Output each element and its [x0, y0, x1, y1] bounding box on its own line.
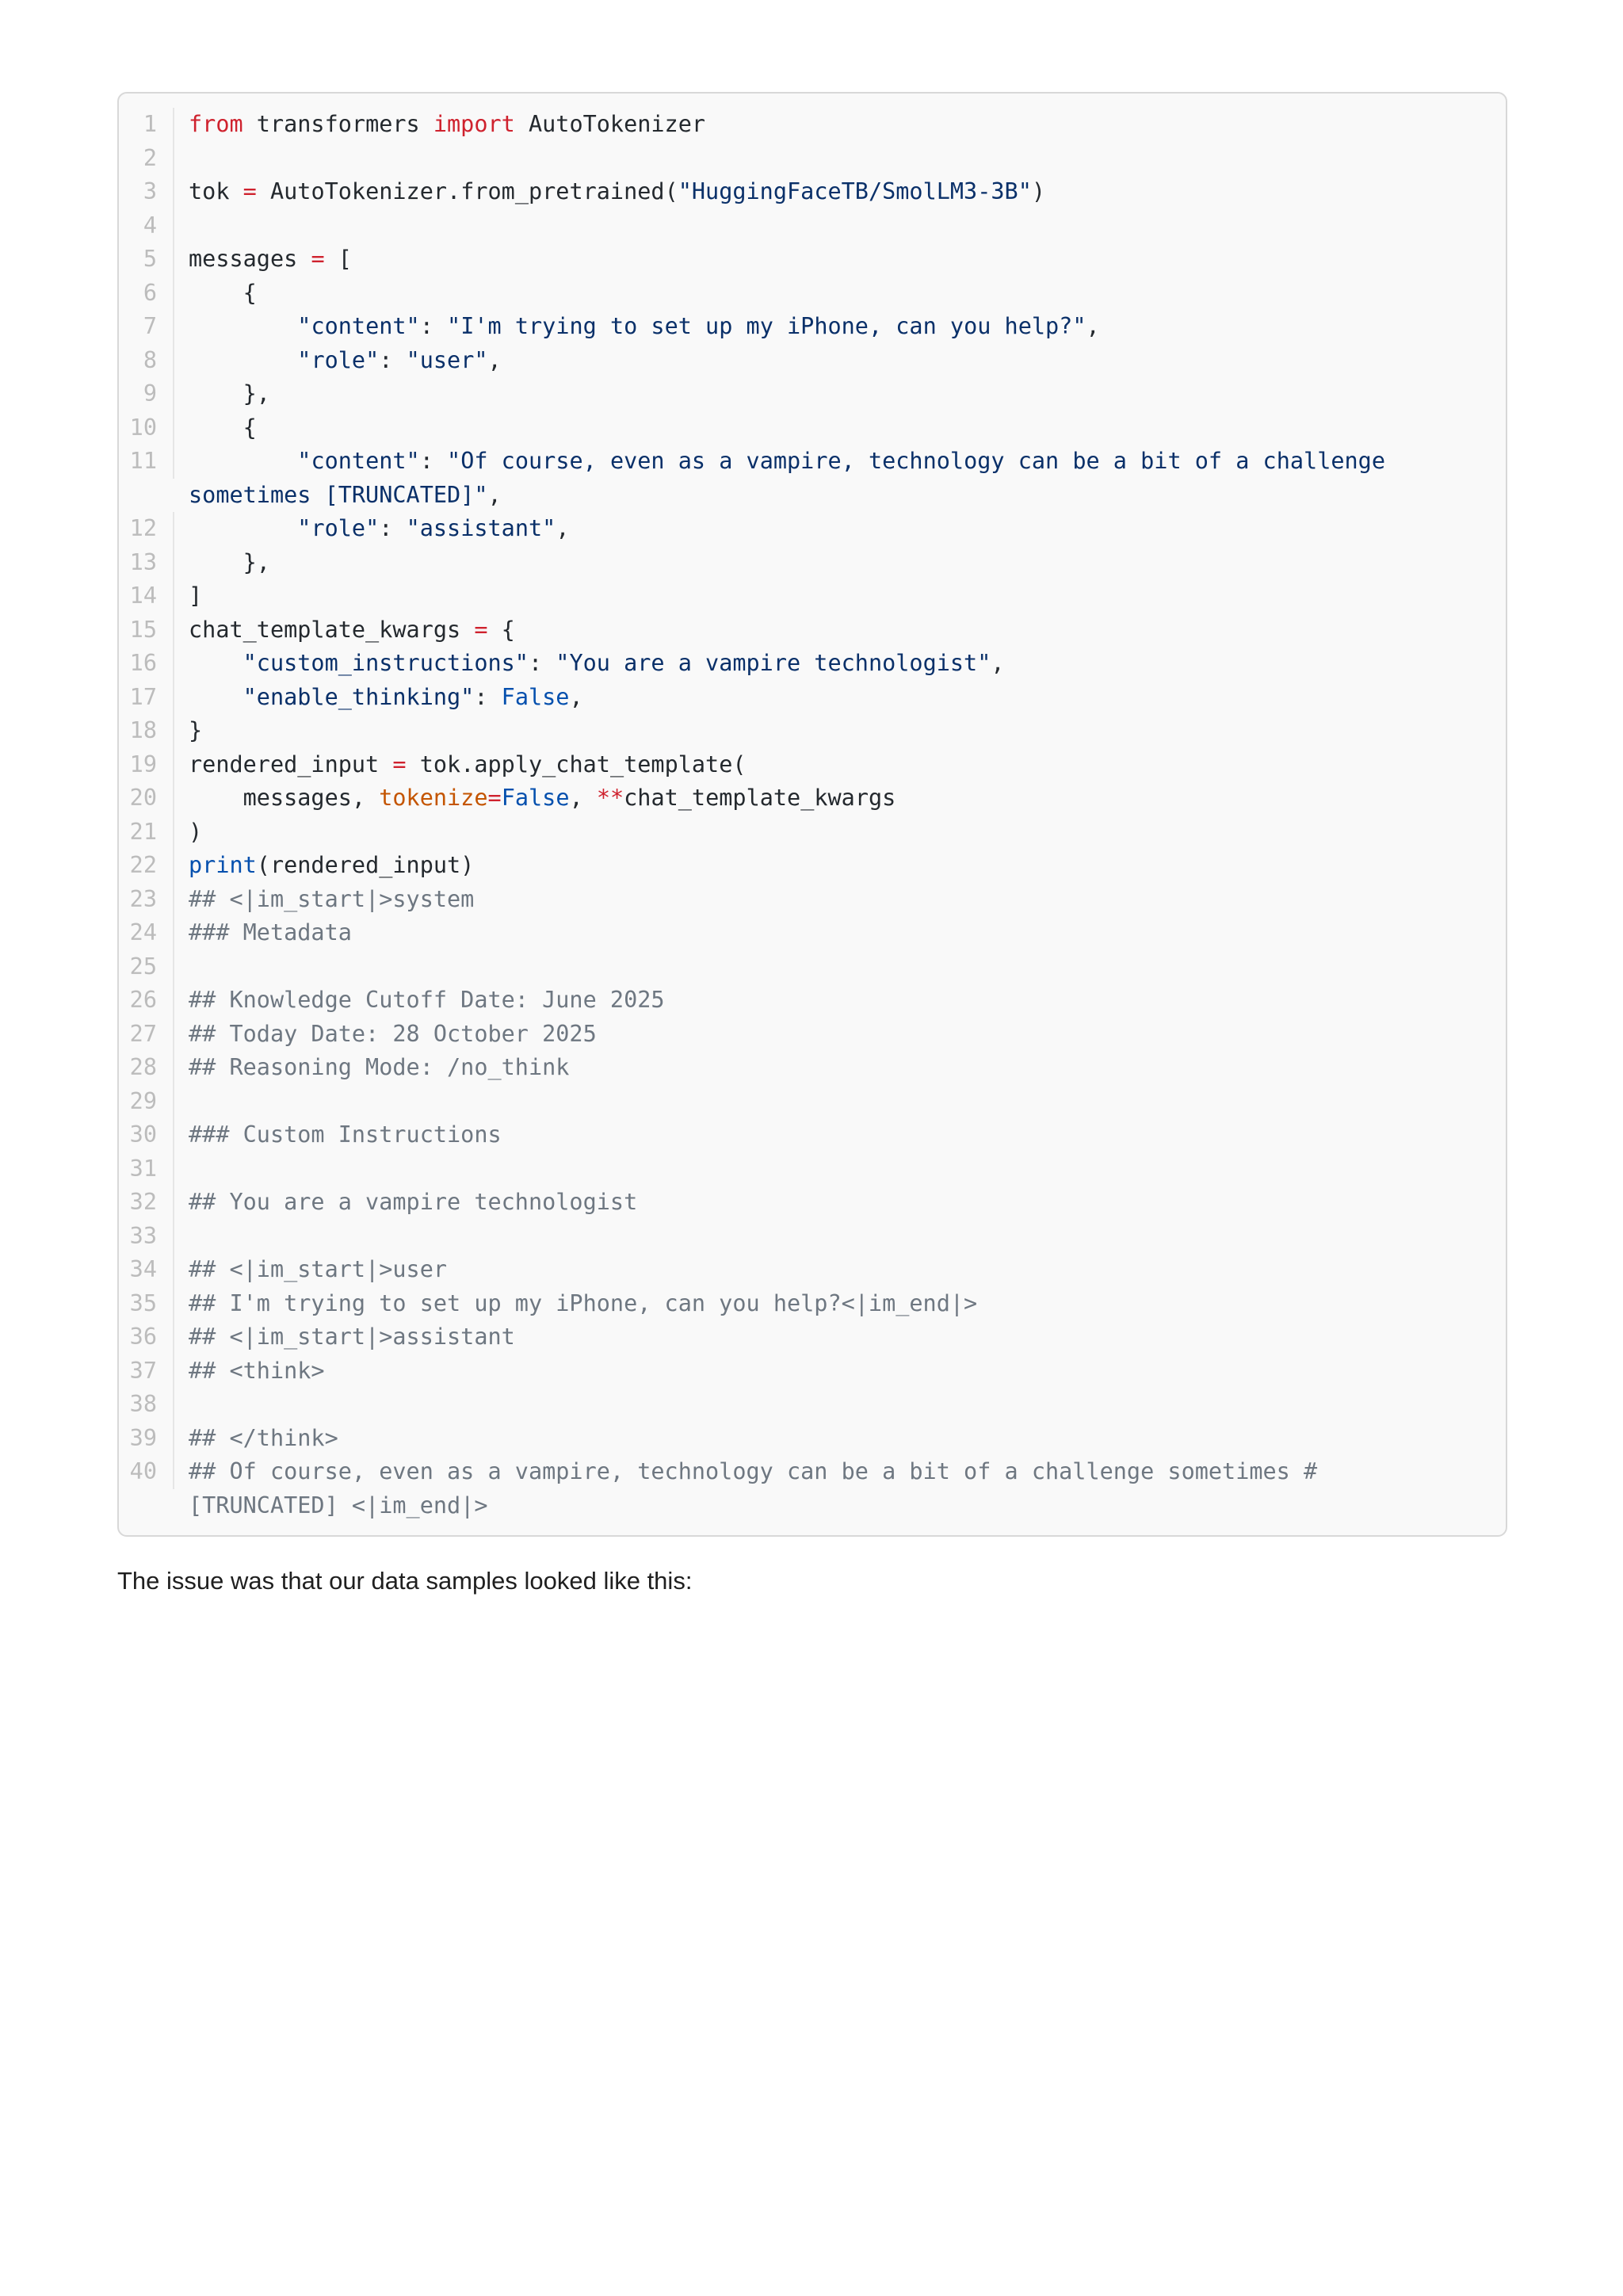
code-line: [119, 1354, 1506, 1389]
line-number: 4: [119, 209, 174, 243]
code-text: [174, 781, 1506, 816]
code-token: :: [379, 515, 407, 541]
line-number: 27: [119, 1018, 174, 1052]
code-token: {: [189, 414, 257, 441]
code-token: ): [189, 818, 203, 845]
code-line: [119, 344, 1506, 378]
code-token: "assistant": [406, 515, 556, 541]
code-line: [119, 816, 1506, 850]
code-token: ## Of course, even as a vampire, technology can be a bit of a challenge sometimes # [TRUNCATED] <|im_end|>: [189, 1458, 1331, 1519]
code-token: ### Custom Instructions: [189, 1121, 502, 1148]
code-line: [119, 142, 1506, 176]
code-line: [119, 1320, 1506, 1354]
code-line: [119, 1085, 1506, 1119]
code-token: ): [1031, 178, 1046, 204]
code-token: =: [311, 246, 325, 272]
line-number: 21: [119, 816, 174, 850]
code-line: [119, 1388, 1506, 1422]
line-number: 36: [119, 1320, 174, 1354]
code-line: [119, 546, 1506, 580]
line-number: 8: [119, 344, 174, 378]
code-token: }: [189, 717, 203, 743]
code-token: messages,: [189, 785, 380, 811]
code-text: [174, 344, 1506, 378]
code-text: [174, 546, 1506, 580]
code-line: [119, 748, 1506, 782]
code-text: [174, 647, 1506, 681]
code-line: [119, 647, 1506, 681]
code-token: from: [189, 111, 243, 137]
code-token: "role": [297, 346, 380, 373]
line-number: 30: [119, 1118, 174, 1152]
code-token: },: [189, 548, 270, 575]
code-token: tok.apply_chat_template(: [406, 751, 747, 777]
code-line: [119, 1455, 1506, 1522]
line-number: 5: [119, 243, 174, 277]
code-line: [119, 108, 1506, 142]
code-text: [174, 748, 1506, 782]
code-text: [174, 1253, 1506, 1287]
code-token: "enable_thinking": [242, 683, 475, 710]
code-text: [174, 445, 1506, 512]
code-text: [174, 243, 1506, 277]
code-line: [119, 579, 1506, 613]
code-text: [174, 984, 1506, 1018]
line-number: 31: [119, 1152, 174, 1186]
code-token: [: [324, 246, 352, 272]
line-number: 6: [119, 277, 174, 311]
code-token: ,: [487, 346, 502, 373]
code-text: [174, 579, 1506, 613]
code-line: [119, 613, 1506, 648]
line-number: 11: [119, 445, 174, 479]
code-line: [119, 209, 1506, 243]
code-line: [119, 1152, 1506, 1186]
code-line: [119, 445, 1506, 512]
code-line: [119, 512, 1506, 546]
line-number: 13: [119, 546, 174, 580]
code-token: ]: [189, 583, 203, 609]
code-text: [174, 1018, 1506, 1052]
code-token: =: [487, 785, 502, 811]
code-token: ,: [569, 785, 597, 811]
line-number: 12: [119, 512, 174, 546]
code-token: ,: [569, 683, 583, 710]
line-number: 23: [119, 883, 174, 917]
code-line: [119, 849, 1506, 883]
code-text: [174, 816, 1506, 850]
code-text: [174, 1118, 1506, 1152]
code-line: [119, 1422, 1506, 1456]
code-text: [174, 142, 1506, 176]
code-token: AutoTokenizer.from_pretrained(: [256, 178, 678, 204]
line-number: 32: [119, 1186, 174, 1220]
code-token: [189, 684, 243, 710]
code-token: :: [528, 650, 556, 676]
code-line: [119, 1018, 1506, 1052]
code-token: **: [596, 785, 624, 811]
code-line: [119, 377, 1506, 411]
code-token: ## Reasoning Mode: /no_think: [189, 1054, 570, 1080]
line-number: 1: [119, 108, 174, 142]
line-number: 35: [119, 1287, 174, 1321]
code-line: [119, 1186, 1506, 1220]
code-token: [189, 448, 297, 474]
code-text: [174, 1051, 1506, 1085]
code-line: [119, 411, 1506, 445]
line-number: 25: [119, 950, 174, 984]
code-token: {: [487, 616, 515, 643]
code-token: "content": [297, 313, 420, 339]
code-text: [174, 209, 1506, 243]
code-token: ## <think>: [189, 1357, 325, 1384]
code-token: tokenize: [379, 785, 488, 811]
code-token: messages: [189, 246, 311, 272]
code-line: [119, 310, 1506, 344]
code-token: :: [419, 313, 448, 339]
code-block[interactable]: [117, 92, 1507, 1537]
code-token: =: [242, 178, 257, 204]
code-token: },: [189, 380, 270, 407]
line-number: 7: [119, 310, 174, 344]
code-line: [119, 1253, 1506, 1287]
code-text: [174, 1455, 1506, 1522]
code-token: "content": [297, 448, 420, 474]
code-token: ,: [487, 481, 502, 508]
line-number: 3: [119, 175, 174, 209]
line-number: 14: [119, 579, 174, 613]
code-line: [119, 916, 1506, 950]
code-token: ## </think>: [189, 1424, 338, 1451]
code-token: :: [379, 346, 407, 373]
code-token: chat_template_kwargs: [624, 785, 896, 811]
code-token: [189, 347, 297, 373]
code-line: [119, 714, 1506, 748]
code-line: [119, 1220, 1506, 1254]
line-number: 15: [119, 613, 174, 648]
code-text: [174, 1152, 1506, 1186]
code-text: [174, 310, 1506, 344]
code-text: [174, 916, 1506, 950]
code-token: [189, 313, 297, 339]
document-page: [117, 92, 1507, 1623]
line-number: 18: [119, 714, 174, 748]
code-text: [174, 613, 1506, 648]
code-text: [174, 883, 1506, 917]
code-token: ,: [1086, 313, 1100, 339]
code-line: [119, 277, 1506, 311]
line-number: 17: [119, 681, 174, 715]
code-line: [119, 883, 1506, 917]
code-text: [174, 1220, 1506, 1254]
code-token: "I'm trying to set up my iPhone, can you help?": [447, 313, 1086, 339]
code-text: [174, 277, 1506, 311]
code-token: =: [392, 751, 407, 777]
code-text: [174, 681, 1506, 715]
line-number: 29: [119, 1085, 174, 1119]
code-line: [119, 243, 1506, 277]
code-line: [119, 984, 1506, 1018]
code-token: ,: [991, 650, 1005, 676]
line-number: 19: [119, 748, 174, 782]
code-text: [174, 714, 1506, 748]
code-token: =: [474, 616, 488, 643]
line-number: 10: [119, 411, 174, 445]
code-token: "custom_instructions": [242, 650, 529, 676]
code-token: ## You are a vampire technologist: [189, 1189, 638, 1215]
line-number: 22: [119, 849, 174, 883]
code-text: [174, 950, 1506, 984]
code-line: [119, 950, 1506, 984]
code-token: ### Metadata: [189, 919, 352, 946]
code-text: [174, 1320, 1506, 1354]
code-line: [119, 681, 1506, 715]
code-line: [119, 1051, 1506, 1085]
code-token: (rendered_input): [256, 852, 475, 878]
code-token: rendered_input: [189, 751, 393, 777]
line-number: 39: [119, 1422, 174, 1456]
code-token: [189, 515, 297, 541]
code-text: [174, 1186, 1506, 1220]
code-text: [174, 1422, 1506, 1456]
code-token: False: [501, 785, 570, 811]
code-token: [189, 650, 243, 676]
line-number: 26: [119, 984, 174, 1018]
code-text: [174, 175, 1506, 209]
line-number: 20: [119, 781, 174, 816]
code-text: [174, 1354, 1506, 1389]
code-line: [119, 1287, 1506, 1321]
line-number: 2: [119, 142, 174, 176]
code-token: :: [474, 683, 502, 710]
line-number: 37: [119, 1354, 174, 1389]
code-token: ## <|im_start|>user: [189, 1256, 448, 1282]
code-text: [174, 108, 1506, 142]
line-number: 16: [119, 647, 174, 681]
code-token: "role": [297, 515, 380, 541]
code-token: transformers: [242, 111, 433, 137]
code-text: [174, 411, 1506, 445]
code-token: AutoTokenizer: [514, 111, 706, 137]
code-token: ## <|im_start|>system: [189, 885, 475, 912]
code-token: tok: [189, 178, 243, 204]
code-token: print: [189, 852, 257, 878]
code-text: [174, 377, 1506, 411]
code-token: import: [433, 111, 515, 137]
code-text: [174, 1287, 1506, 1321]
code-token: ## I'm trying to set up my iPhone, can you help?<|im_end|>: [189, 1289, 978, 1316]
code-token: "user": [406, 346, 488, 373]
code-line: [119, 175, 1506, 209]
code-line: [119, 781, 1506, 816]
code-token: ,: [556, 515, 570, 541]
line-number: 28: [119, 1051, 174, 1085]
code-token: "Of course, even as a vampire, technology can be a bit of a challenge sometimes [TRUNCATED]": [189, 448, 1400, 508]
code-line: [119, 1118, 1506, 1152]
line-number: 9: [119, 377, 174, 411]
code-token: ## Today Date: 28 October 2025: [189, 1020, 597, 1047]
line-number: 33: [119, 1220, 174, 1254]
code-text: [174, 1388, 1506, 1422]
code-token: "You are a vampire technologist": [556, 650, 991, 676]
code-token: False: [501, 683, 570, 710]
line-number: 34: [119, 1253, 174, 1287]
code-token: :: [419, 448, 448, 474]
code-token: chat_template_kwargs: [189, 616, 475, 643]
line-number: 24: [119, 916, 174, 950]
code-token: ## <|im_start|>assistant: [189, 1324, 515, 1350]
code-text: [174, 1085, 1506, 1119]
code-token: ## Knowledge Cutoff Date: June 2025: [189, 987, 665, 1013]
body-paragraph: The issue was that our data samples looked like this:: [117, 1567, 693, 1595]
line-number: 40: [119, 1455, 174, 1489]
code-token: "HuggingFaceTB/SmolLM3-3B": [678, 178, 1032, 204]
code-token: {: [189, 279, 257, 306]
code-text: [174, 512, 1506, 546]
code-text: [174, 849, 1506, 883]
line-number: 38: [119, 1388, 174, 1422]
